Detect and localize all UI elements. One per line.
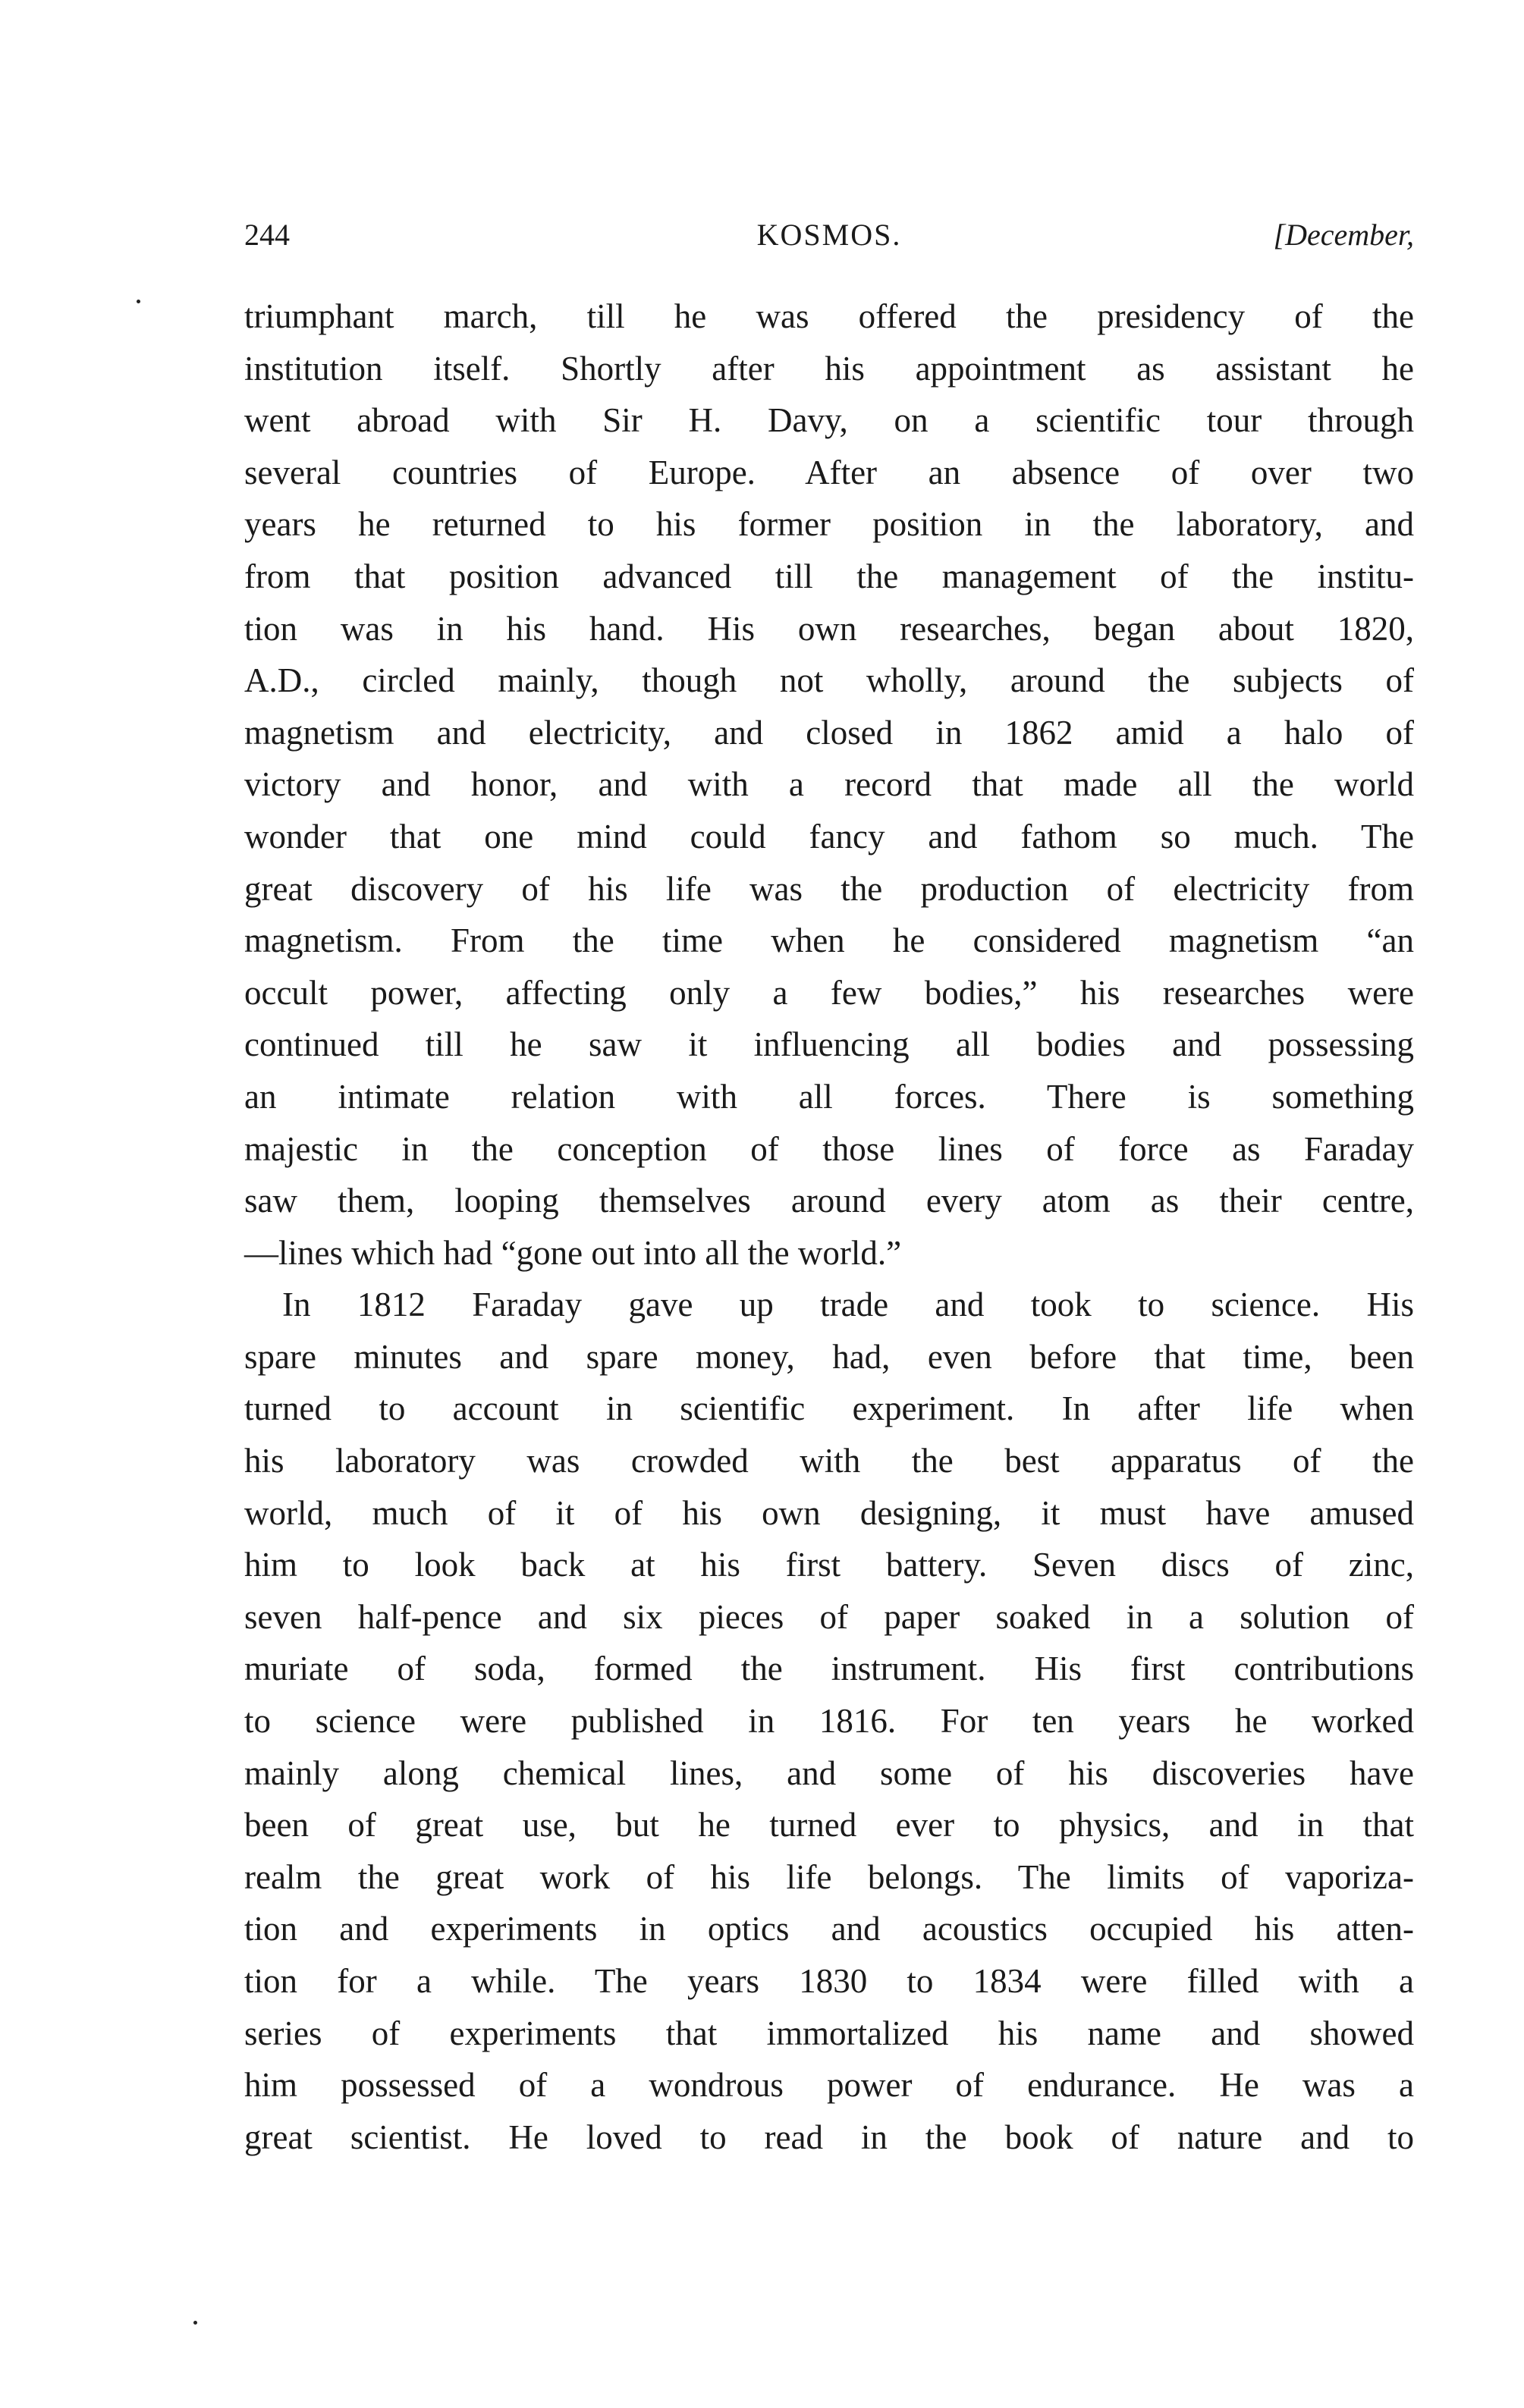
- text-line: an intimate relation with all forces. There is something: [244, 1077, 1414, 1116]
- text-line: series of experiments that immortalized his name and showed: [244, 2014, 1414, 2052]
- text-line: A.D., circled mainly, though not wholly, around the subjects of: [244, 661, 1414, 700]
- text-line: realm the great work of his life belongs. The limits of vaporiza-: [244, 1857, 1414, 1896]
- text-line: great discovery of his life was the production of electricity from: [244, 869, 1414, 908]
- text-line: great scientist. He loved to read in the book of nature and to: [244, 2118, 1414, 2156]
- text-line: tion was in his hand. His own researches, began about 1820,: [244, 609, 1414, 648]
- header-month: [December,: [1273, 218, 1414, 252]
- text-line: years he returned to his former position in the laboratory, and: [244, 505, 1414, 544]
- text-line: victory and honor, and with a record that made all the world: [244, 765, 1414, 804]
- text-line: seven half-pence and six pieces of paper soaked in a solution of: [244, 1597, 1414, 1636]
- text-line: went abroad with Sir H. Davy, on a scientific tour through: [244, 401, 1414, 440]
- text-line: continued till he saw it influencing all bodies and possessing: [244, 1025, 1414, 1064]
- margin-speck: [193, 2321, 197, 2325]
- text-line: occult power, affecting only a few bodies,” his researches were: [244, 973, 1414, 1012]
- text-line: spare minutes and spare money, had, even before that time, been: [244, 1337, 1414, 1376]
- text-line: —lines which had “gone out into all the world.”: [244, 1233, 902, 1272]
- text-line: wonder that one mind could fancy and fathom so much. The: [244, 817, 1414, 856]
- text-line: from that position advanced till the management of the institu-: [244, 557, 1414, 595]
- text-line: muriate of soda, formed the instrument. His first contributions: [244, 1650, 1414, 1688]
- text-line: magnetism. From the time when he considered magnetism “an: [244, 921, 1414, 960]
- text-line: to science were published in 1816. For ten years he worked: [244, 1702, 1414, 1741]
- text-line: majestic in the conception of those lines of force as Faraday: [244, 1129, 1414, 1168]
- text-line: his laboratory was crowded with the best apparatus of the: [244, 1442, 1414, 1480]
- text-line: saw them, looping themselves around every atom as their centre,: [244, 1182, 1414, 1220]
- text-line: institution itself. Shortly after his appointment as assistant he: [244, 349, 1414, 388]
- page-number: 244: [244, 218, 290, 252]
- text-line: several countries of Europe. After an absence of over two: [244, 453, 1414, 491]
- text-line: In 1812 Faraday gave up trade and took to science. His: [282, 1286, 1414, 1324]
- margin-speck: [137, 300, 140, 303]
- text-line: triumphant march, till he was offered the presidency of the: [244, 297, 1414, 335]
- text-line: been of great use, but he turned ever to physics, and in that: [244, 1806, 1414, 1844]
- running-header: [244, 212, 1414, 258]
- body-text: [244, 290, 1414, 2163]
- text-line: him to look back at his first battery. Seven discs of zinc,: [244, 1546, 1414, 1584]
- text-line: him possessed of a wondrous power of endurance. He was a: [244, 2066, 1414, 2105]
- text-line: magnetism and electricity, and closed in 1862 amid a halo of: [244, 713, 1414, 752]
- text-line: mainly along chemical lines, and some of his discoveries have: [244, 1753, 1414, 1792]
- text-line: tion and experiments in optics and acoustics occupied his atten-: [244, 1910, 1414, 1948]
- text-line: turned to account in scientific experiment. In after life when: [244, 1389, 1414, 1428]
- text-line: tion for a while. The years 1830 to 1834 were filled with a: [244, 1962, 1414, 2000]
- text-line: world, much of it of his own designing, it must have amused: [244, 1493, 1414, 1532]
- running-title: KOSMOS.: [756, 218, 902, 252]
